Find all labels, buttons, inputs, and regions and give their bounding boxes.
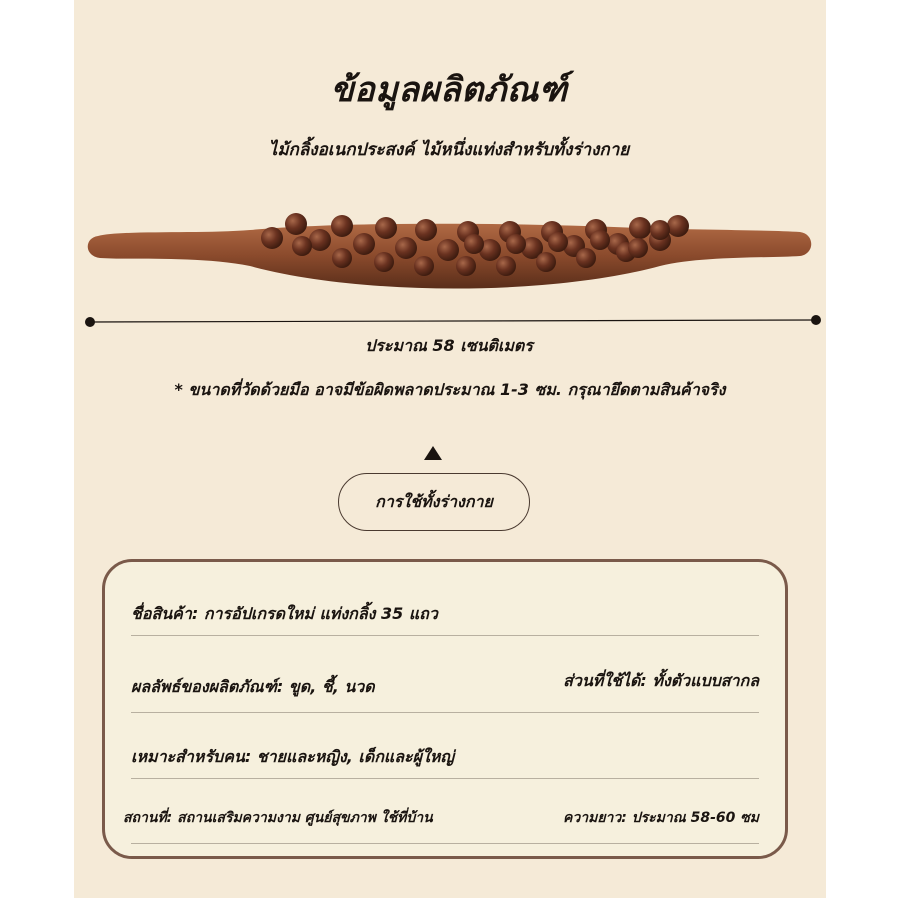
spec-length: ความยาว: ประมาณ 58-60 ซม: [563, 810, 759, 826]
spec-name: ชื่อสินค้า: การอัปเกรดใหม่ แท่งกลิ้ง 35 แถว: [131, 604, 438, 623]
page-title: ข้อมูลผลิตภัณฑ์: [330, 70, 568, 110]
size-label: ประมาณ 58 เซนติเมตร: [365, 336, 533, 355]
spec-row-effect: [131, 672, 759, 713]
spec-body-part: ส่วนที่ใช้ได้: ทั้งตัวแบบสากล: [563, 671, 759, 690]
spec-card: [102, 559, 788, 859]
measurement-note: * ขนาดที่วัดด้วยมือ อาจมีข้อผิดพลาดประมาณ 1-3 ซม. กรุณายึดตามสินค้าจริง: [174, 380, 726, 399]
spec-row-suitable: [131, 738, 759, 779]
page-subtitle: ไม้กลิ้งอเนกประสงค์ ไม้หนึ่งแท่งสำหรับทั้งร่างกาย: [268, 140, 630, 160]
spec-suitable-for: เหมาะสำหรับคน: ชายและหญิง, เด็กและผู้ใหญ่: [131, 747, 454, 766]
spec-row-location: [123, 803, 759, 844]
massage-stick-image: [80, 200, 820, 310]
spec-row-name: [131, 595, 759, 636]
spec-effect: ผลลัพธ์ของผลิตภัณฑ์: ขูด, ชี้, นวด: [131, 677, 375, 696]
spec-location: สถานที่: สถานเสริมความงาม ศูนย์สุขภาพ ใช้ที่บ้าน: [123, 810, 433, 826]
usage-button[interactable]: การใช้ทั้งร่างกาย: [338, 473, 530, 531]
triangle-up-icon: [424, 446, 442, 460]
measurement-line: [84, 312, 822, 332]
